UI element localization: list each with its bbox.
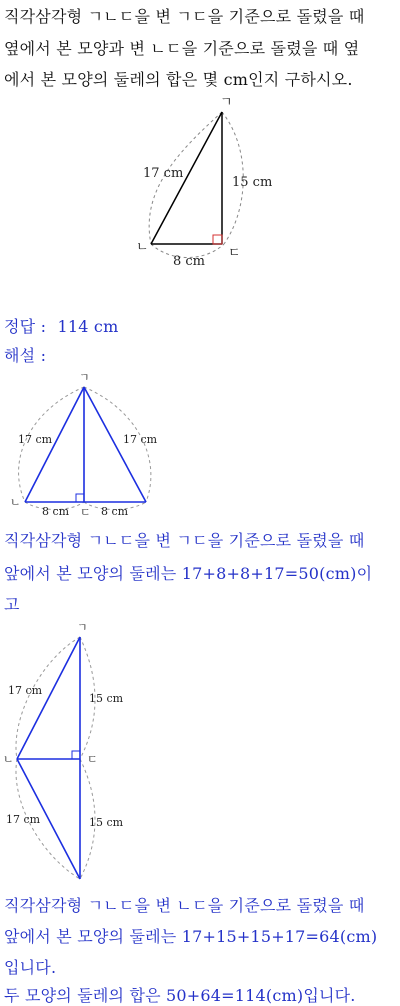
vertex-top-label: ㄱ <box>77 621 88 634</box>
base-right-length: 8 cm <box>101 505 129 518</box>
left-side-length: 17 cm <box>18 433 53 446</box>
base-left-length: 8 cm <box>42 505 70 518</box>
vertical-length: 15 cm <box>232 175 273 190</box>
final-answer-line: 두 모양의 둘레의 합은 50+64=114(cm)입니다. <box>4 986 356 1005</box>
upper-vert-length: 15 cm <box>89 692 124 705</box>
problem-line-1: 직각삼각형 ㄱㄴㄷ을 변 ㄱㄷ을 기준으로 돌렸을 때 <box>4 7 365 26</box>
vertex-right-label: ㄷ <box>228 246 241 261</box>
vertex-top-label: ㄱ <box>220 95 233 110</box>
solution-2-line-1: 직각삼각형 ㄱㄴㄷ을 변 ㄴㄷ을 기준으로 돌렸을 때 <box>4 896 365 915</box>
lower-vert-length: 15 cm <box>89 816 124 829</box>
problem-line-2: 옆에서 본 모양과 변 ㄴㄷ을 기준으로 돌렸을 때 옆 <box>4 39 360 58</box>
vertex-left-label: ㄴ <box>3 753 14 766</box>
base-length: 8 cm <box>173 254 206 269</box>
problem-line-3: 에서 본 모양의 둘레의 합은 몇 cm인지 구하시오. <box>4 70 353 89</box>
solution-label: 해설 : <box>4 346 47 365</box>
vertex-left-label: ㄴ <box>10 496 21 509</box>
lower-hyp-length: 17 cm <box>6 813 41 826</box>
right-side-length: 17 cm <box>123 433 158 446</box>
upper-hyp-edge <box>17 637 80 759</box>
upper-hyp-length: 17 cm <box>8 684 43 697</box>
solution-2-line-2: 앞에서 본 모양의 둘레는 17+15+15+17=64(cm) <box>4 927 378 946</box>
solution-1-line-1: 직각삼각형 ㄱㄴㄷ을 변 ㄱㄷ을 기준으로 돌렸을 때 <box>4 531 365 550</box>
right-angle-mark <box>72 751 80 759</box>
solution-1-line-3: 고 <box>4 595 20 614</box>
vertex-right-label: ㄷ <box>87 753 98 766</box>
solution-1-line-2: 앞에서 본 모양의 둘레는 17+8+8+17=50(cm)이 <box>4 564 373 583</box>
solution-2-line-3: 입니다. <box>4 958 57 977</box>
answer-value: 114 cm <box>57 317 119 336</box>
vertex-left-label: ㄴ <box>136 240 149 255</box>
vertex-top-label: ㄱ <box>79 371 90 384</box>
answer-label: 정답 : <box>4 317 47 336</box>
vertex-mid-label: ㄷ <box>80 506 91 519</box>
hypotenuse-length: 17 cm <box>143 166 184 181</box>
